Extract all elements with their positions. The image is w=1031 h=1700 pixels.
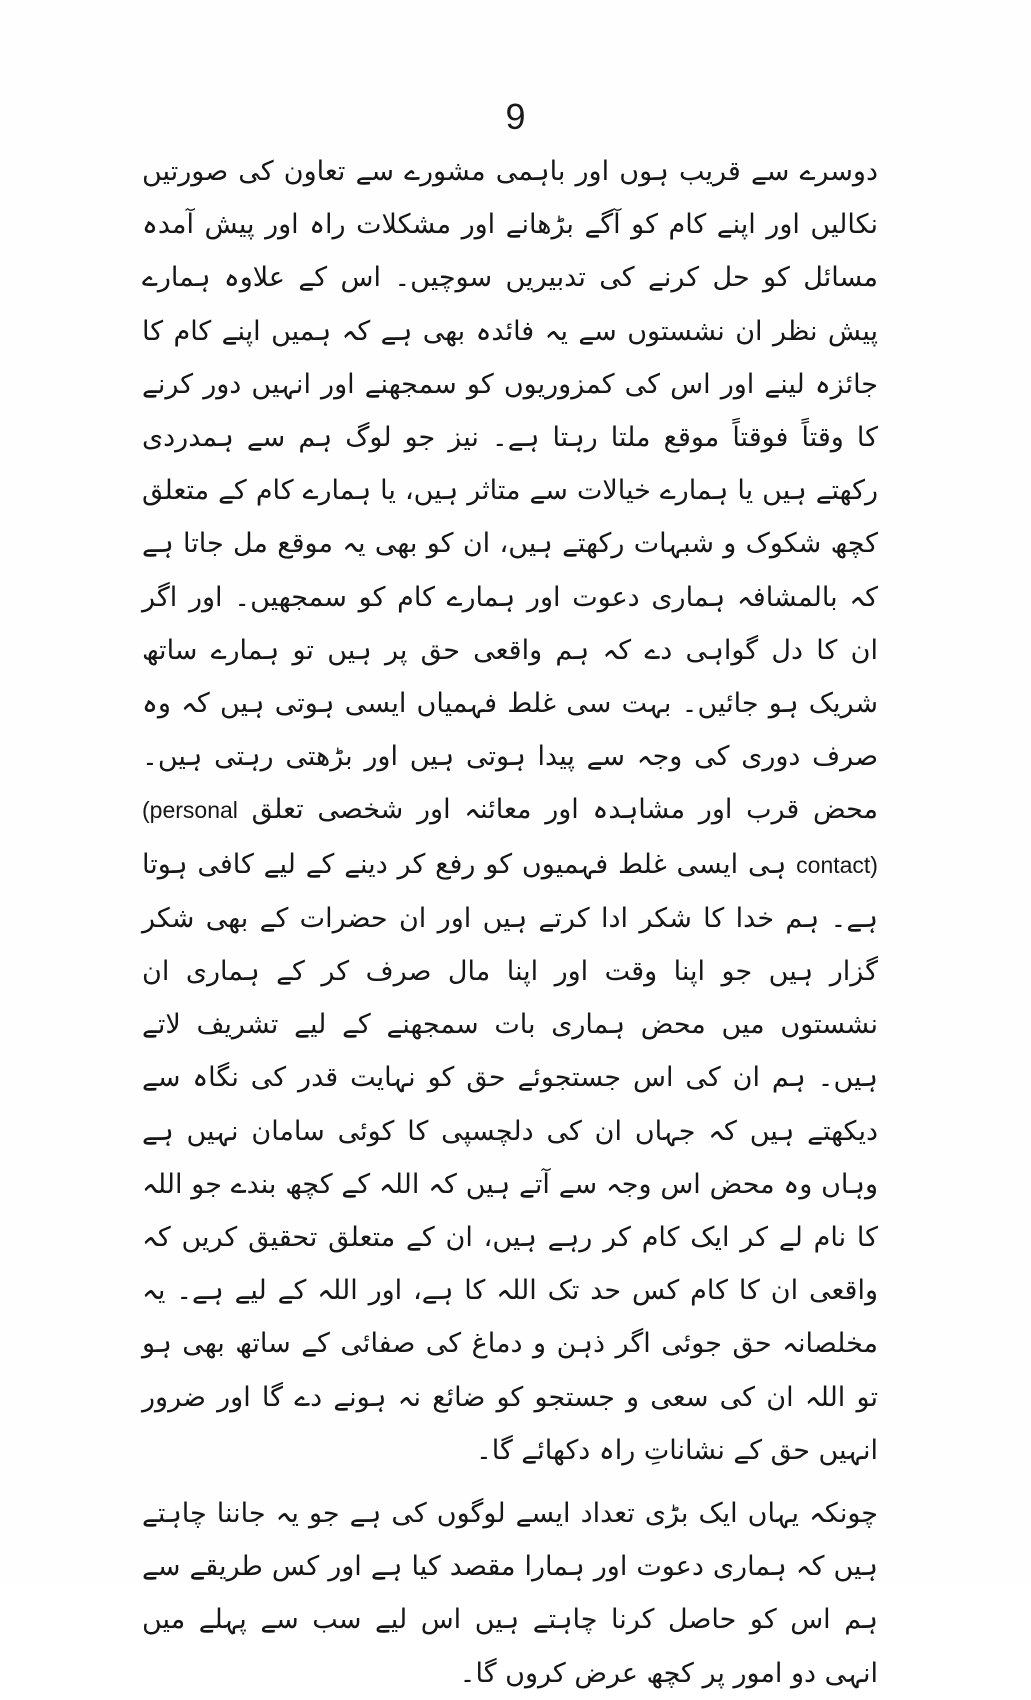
english-term: (personal contact) xyxy=(142,797,878,878)
paragraph-1-continuation: ہی ایسی غلط فہمیوں کو رفع کر دینے کے لیے کافی ہوتا ہے۔ ہم خدا کا شکر ادا کرتے ہیں اور ان حضرات کے بھی شکر گزار ہیں جو اپنا وقت اور اپنا مال صرف کر کے ہماری ان نشستوں میں محض ہماری بات سمجھنے کے لیے تشریف لاتے ہیں۔ ہم ان کی اس جستجوئے حق کو نہایت قدر کی نگاہ سے دیکھتے ہیں کہ جہاں ان کی دلچسپی کا کوئی سامان نہیں ہے وہاں وہ محض اس وجہ سے آتے ہیں کہ اللہ کے کچھ بندے جو اللہ کا نام لے کر ایک کام کر رہے ہیں، ان کے متعلق تحقیق کریں کہ واقعی ان کا کام کس حد تک اللہ کا ہے، اور اللہ کے لیے ہے۔ یہ مخلصانہ حق جوئی اگر ذہن و دماغ کی صفائی کے ساتھ بھی ہو تو اللہ ان کی سعی و جستجو کو ضائع نہ ہونے دے گا اور ضرور انہیں حق کے نشاناتِ راہ دکھائے گا۔ xyxy=(142,848,878,1466)
paragraph-1 xyxy=(142,145,878,1477)
paragraph-2-text: چونکہ یہاں ایک بڑی تعداد ایسے لوگوں کی ہے جو یہ جاننا چاہتے ہیں کہ ہماری دعوت اور ہمارا مقصد کیا ہے اور کس طریقے سے ہم اس کو حاصل کرنا چاہتے ہیں اس لیے سب سے پہلے میں انہی دو امور پر کچھ عرض کروں گا۔ xyxy=(142,1498,878,1689)
page-number: 9 xyxy=(505,96,526,137)
paragraph-1-text: دوسرے سے قریب ہوں اور باہمی مشورے سے تعاون کی صورتیں نکالیں اور اپنے کام کو آگے بڑھانے اور مشکلات راہ اور پیش آمدہ مسائل کو حل کرنے کی تدبیریں سوچیں۔ اس کے علاوہ ہمارے پیش نظر ان نشستوں سے یہ فائدہ بھی ہے کہ ہمیں اپنے کام کا جائزہ لینے اور اس کی کمزوریوں کو سمجھنے اور انہیں دور کرنے کا وقتاً فوقتاً موقع ملتا رہتا ہے۔ نیز جو لوگ ہم سے ہمدردی رکھتے ہیں یا ہمارے خیالات سے متاثر ہیں، یا ہمارے کام کے متعلق کچھ شکوک و شبہات رکھتے ہیں، ان کو بھی یہ موقع مل جاتا ہے کہ بالمشافہ ہماری دعوت اور ہمارے کام کو سمجھیں۔ اور اگر ان کا دل گواہی دے کہ ہم واقعی حق پر ہیں تو ہمارے ساتھ شریک ہو جائیں۔ بہت سی غلط فہمیاں ایسی ہوتی ہیں کہ وہ صرف دوری کی وجہ سے پیدا ہوتی ہیں اور بڑھتی رہتی ہیں۔ محض قرب اور مشاہدہ اور معائنہ اور شخصی تعلق xyxy=(142,156,878,826)
paragraph-2 xyxy=(142,1487,878,1700)
body-text xyxy=(142,145,878,1700)
